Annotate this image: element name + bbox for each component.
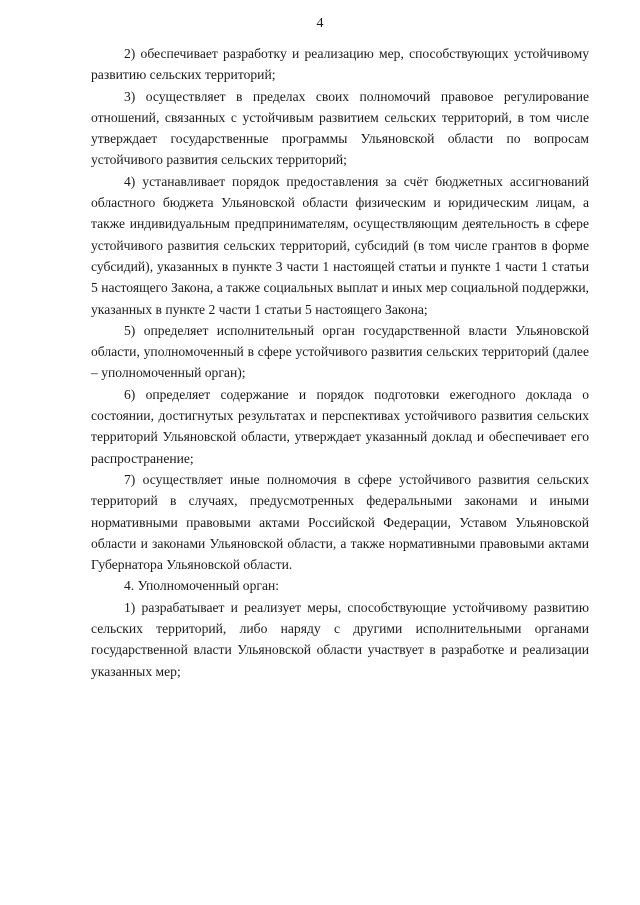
document-body [91,43,589,682]
paragraph-item-6: 6) определяет содержание и порядок подготовки ежегодного доклада о состоянии, достигнутых результатах и перспективах устойчивого развития сельских территорий Ульяновской области, утверждает указанный доклад и обеспечивает его распространение; [91,386,589,466]
page-number: 4 [316,16,324,31]
paragraph-item-7: 7) осуществляет иные полномочия в сфере устойчивого развития сельских территорий в случаях, предусмотренных федеральными законами и иными нормативными правовыми актами Российской Федерации, Уставом Ульяновской области и законами Ульяновской области, а также нормативными правовыми актами Губернатора Ульяновской области. [91,471,589,573]
paragraph-item-2: 2) обеспечивает разработку и реализацию мер, способствующих устойчивому развитию сельских территорий; [91,46,589,83]
paragraph-item-5: 5) определяет исполнительный орган государственной власти Ульяновской области, уполномоченный в сфере устойчивого развития сельских территорий (далее – уполномоченный орган); [91,322,589,381]
paragraph-item-3: 3) осуществляет в пределах своих полномочий правовое регулирование отношений, связанных с устойчивым развитием сельских территорий, в том числе утверждает государственные программы Ульяновской области по вопросам устойчивого развития сельских территорий; [91,88,589,168]
paragraph-item-4: 4) устанавливает порядок предоставления за счёт бюджетных ассигнований областного бюджета Ульяновской области физическим и юридическим лицам, а также индивидуальным предпринимателям, осуществляющим деятельность в сфере устойчивого развития сельских территорий, субсидий (в том числе грантов в форме субсидий), указанных в пункте 3 части 1 настоящей статьи и пункте 1 части 1 статьи 5 настоящего Закона, а также социальных выплат и иных мер социальной поддержки, указанных в пункте 2 части 1 статьи 5 настоящего Закона; [91,173,589,317]
paragraph-section-4-item-1: 1) разрабатывает и реализует меры, способствующие устойчивому развитию сельских территорий, либо наряду с другими исполнительными органами государственной власти Ульяновской области участвует в разработке и реализации указанных мер; [91,599,589,679]
paragraph-section-4-heading: 4. Уполномоченный орган: [124,578,280,594]
